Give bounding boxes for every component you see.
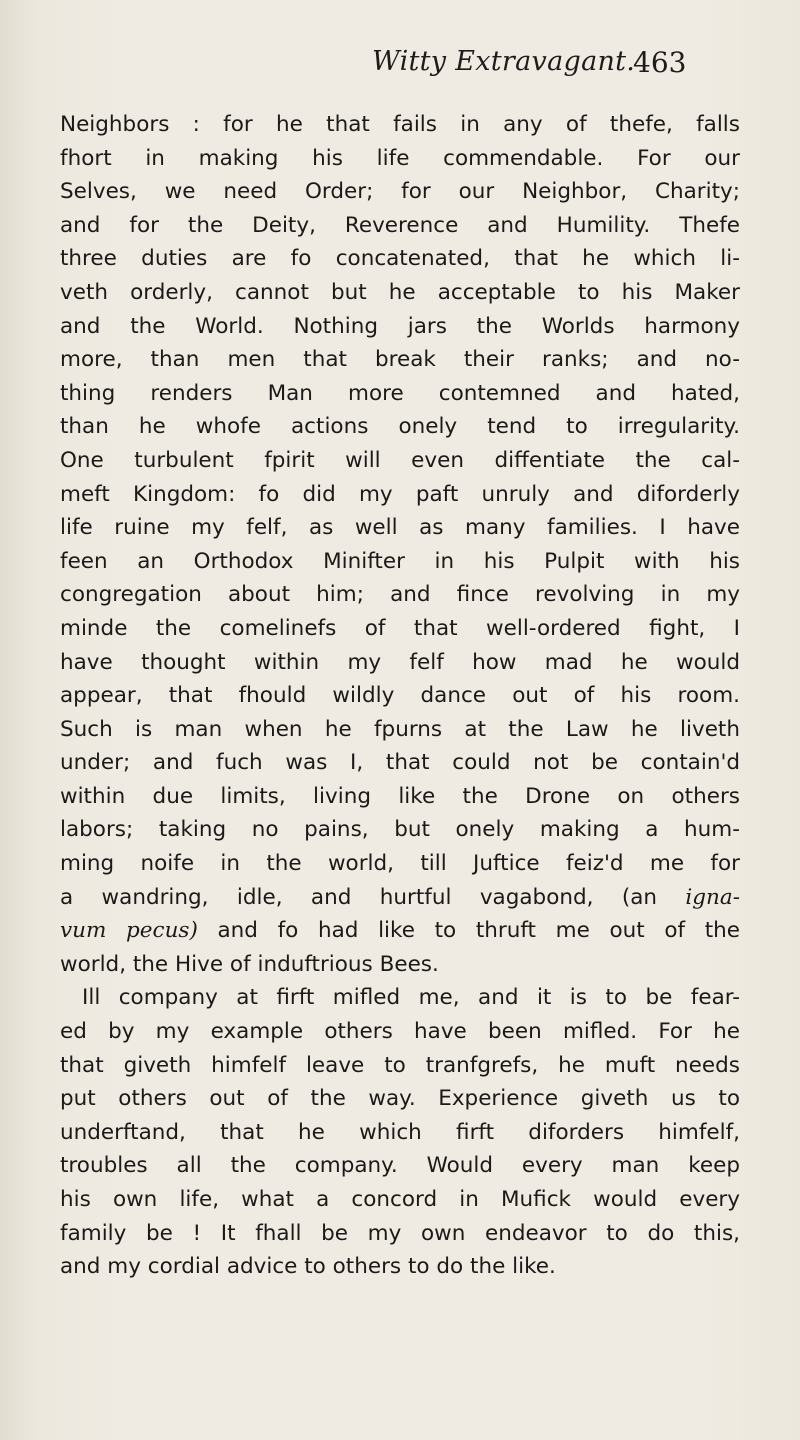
text-line: world, the Hive of induftrious Bees.	[60, 951, 439, 977]
text-line-with-italic	[60, 914, 740, 948]
text-line: more, than men that break their ranks; and no-	[60, 347, 740, 373]
text-segment: and fo had like to thruft me out of the	[217, 918, 740, 944]
text-line: family be ! It fhall be my own endeavor to do this,	[60, 1220, 740, 1246]
running-title: Witty Extravagant.	[372, 46, 636, 77]
text-line: ed by my example others have been mifled. For he	[60, 1019, 740, 1045]
text-line: appear, that fhould wildly dance out of his room.	[60, 683, 740, 709]
text-line: congregation about him; and fince revolving in my	[60, 582, 740, 608]
text-line: fhort in making his life commendable. For our	[60, 145, 740, 171]
text-line: and my cordial advice to others to do the like.	[60, 1254, 556, 1280]
text-line: his own life, what a concord in Mufick would every	[60, 1187, 740, 1212]
text-line: that giveth himfelf leave to tranfgrefs, he muft needs	[60, 1052, 740, 1078]
text-line: under; and fuch was I, that could not be contain'd	[60, 750, 740, 776]
text-line: veth orderly, cannot but he acceptable to his Maker	[60, 279, 740, 305]
text-line: than he whofe actions onely tend to irregularity.	[60, 414, 740, 440]
text-line: One turbulent fpirit will even diffentiate the cal-	[60, 447, 740, 473]
text-line: have thought within my felf how mad he would	[60, 649, 740, 675]
italic-segment: vum pecus)	[60, 918, 198, 944]
text-line: Such is man when he fpurns at the Law he liveth	[60, 716, 740, 742]
text-segment: a wandring, idle, and hurtful vagabond, (an	[60, 884, 658, 910]
page-number: 463	[633, 46, 687, 79]
text-line: and for the Deity, Reverence and Humility. Thefe	[60, 212, 740, 238]
body-text	[60, 108, 740, 1284]
text-line: labors; taking no pains, but onely making a hum-	[60, 817, 740, 843]
text-line: and the World. Nothing jars the Worlds harmony	[60, 313, 740, 339]
text-line-with-italic	[60, 881, 740, 915]
text-line: life ruine my felf, as well as many families. I have	[60, 515, 740, 541]
text-line: three duties are fo concatenated, that he which li-	[60, 246, 740, 272]
text-line: ming noife in the world, till Juftice feiz'd me for	[60, 851, 740, 877]
text-line: put others out of the way. Experience giveth us to	[60, 1086, 740, 1112]
text-line: meft Kingdom: fo did my paft unruly and diforderly	[60, 481, 740, 507]
text-line: Selves, we need Order; for our Neighbor, Charity;	[60, 179, 740, 205]
text-line: within due limits, living like the Drone on others	[60, 783, 740, 809]
text-line: Ill company at firft mifled me, and it is to be fear-	[82, 985, 740, 1011]
running-head	[0, 46, 800, 86]
text-line: Neighbors : for he that fails in any of thefe, falls	[60, 112, 740, 137]
text-line: thing renders Man more contemned and hated,	[60, 380, 740, 406]
italic-segment: igna-	[685, 884, 740, 910]
text-line: underftand, that he which firft diforders himfelf,	[60, 1119, 740, 1145]
text-line: feen an Orthodox Minifter in his Pulpit with his	[60, 548, 740, 574]
text-line: minde the comelinefs of that well-ordered fight, I	[60, 615, 740, 641]
text-line: troubles all the company. Would every man keep	[60, 1153, 740, 1179]
